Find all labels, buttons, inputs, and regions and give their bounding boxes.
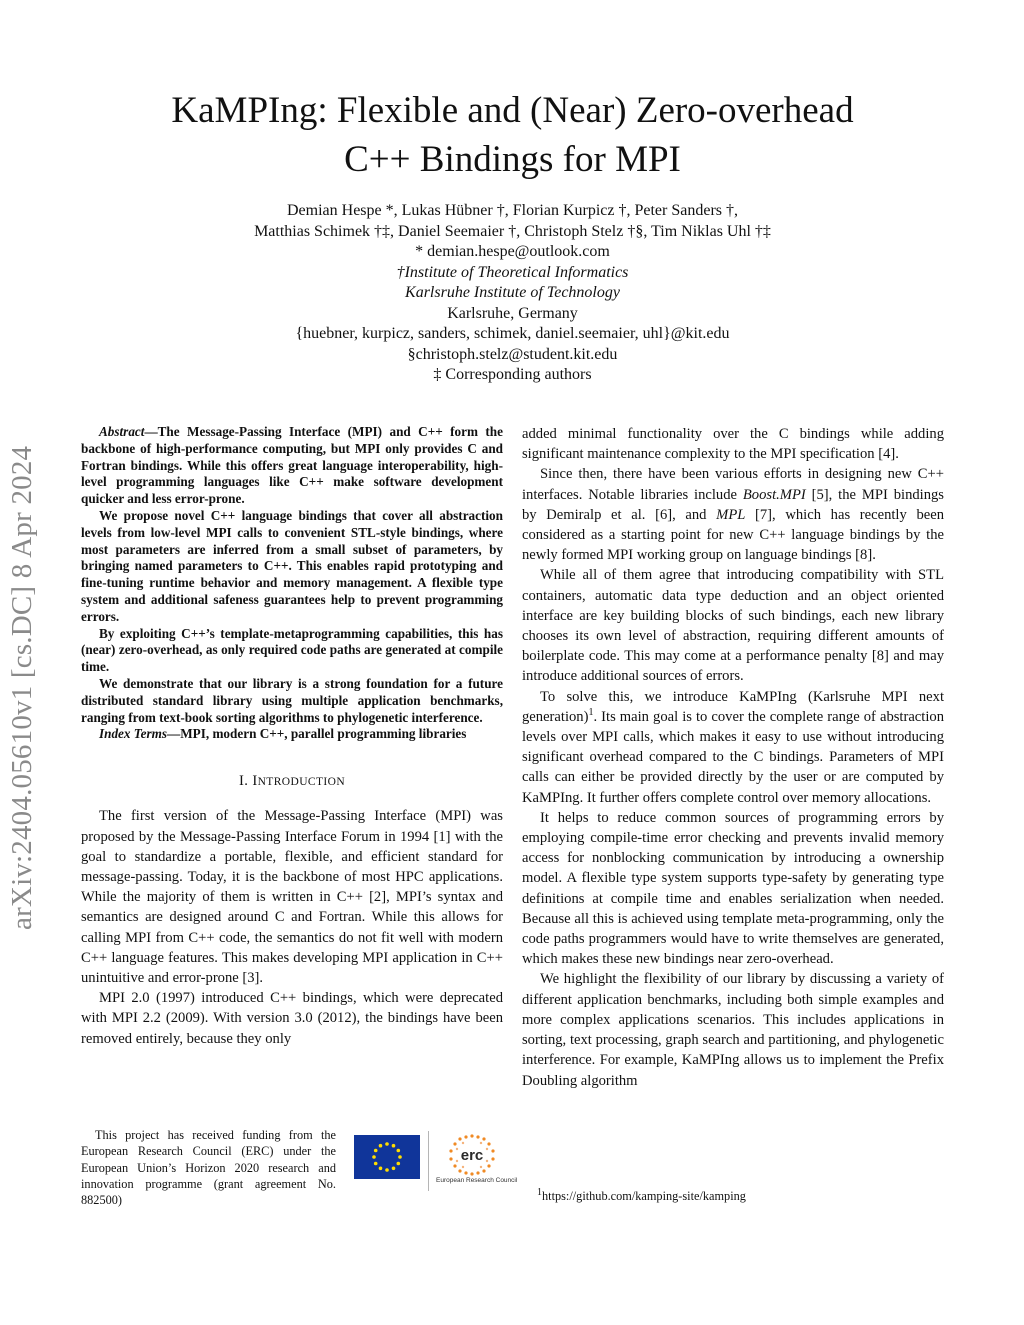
- funding-logos: [354, 1131, 518, 1193]
- logo-divider: [428, 1131, 429, 1191]
- index-terms-label: Index Terms: [99, 726, 168, 742]
- section-title-rest: NTRODUCTION: [257, 776, 346, 789]
- title-line-1: KaMPIng: Flexible and (Near) Zero-overhead: [171, 90, 854, 131]
- footnote-number: 1: [537, 1186, 542, 1198]
- authors-line-1: Demian Hespe *, Lukas Hübner †, Florian Kurpicz †, Peter Sanders †,: [287, 202, 738, 219]
- index-terms-text: —MPI, modern C++, parallel programming libraries: [167, 726, 467, 742]
- body-text: To solve this, we introduce KaMPIng (Karlsruhe MPI next generation): [522, 688, 944, 725]
- intro-paragraph: MPI 2.0 (1997) introduced C++ bindings, which were deprecated with MPI 2.2 (2009). With version 3.0 (2012), the bindings have been removed entirely, because they only: [81, 990, 503, 1047]
- footnote: [537, 1188, 746, 1204]
- funding-text: This project has received funding from the European Research Council (ERC) under the European Union’s Horizon 2020 research and innovation programme (grant agreement No. 882500): [81, 1128, 336, 1208]
- arxiv-identifier: arXiv:2404.05610v1 [cs.DC] 8 Apr 2024: [6, 445, 38, 930]
- body-paragraph: It helps to reduce common sources of programming errors by employing compile-time error checking and prevents invalid memory access for nonblocking communication by introducing a ownership model. A flexible type system supports type-safety by generating type definitions at compile time and enables serialization when needed. Because all this is achieved using template meta-programming, only the code paths programmers would have to write themselves are generated, which makes these new bindings near zero-overhead.: [522, 809, 944, 968]
- library-name-mpl: MPL: [716, 506, 746, 523]
- erc-logo: [434, 1131, 518, 1193]
- author-email: * demian.hespe@outlook.com: [415, 243, 610, 260]
- abstract-paragraph: We propose novel C++ language bindings that cover all abstraction levels from low-level MPI calls to convenient STL-style bindings, where most parameters are inferred from a small subset of parameters, by bringing named parameters to C++. This enables rapid prototyping and fine-tuning runtime behavior and memory management. A flexible type system and additional safeness guarantees help to prevent programming errors.: [81, 507, 503, 624]
- body-paragraph: [522, 687, 944, 808]
- stelz-email: §christoph.stelz@student.kit.edu: [407, 345, 618, 363]
- affiliation-institute: †Institute of Theoretical Informatics: [396, 263, 629, 281]
- abstract-paragraph: We demonstrate that our library is a strong foundation for a future distributed standard library using multiple application benchmarks, ranging from text-book sorting algorithms to phylogenetic interference.: [81, 675, 503, 725]
- kit-emails: {huebner, kurpicz, sanders, schimek, daniel.seemaier, uhl}@kit.edu: [295, 325, 730, 342]
- body-text: Since then, there have been various efforts in designing new C++ interfaces. Notable libraries include: [522, 466, 944, 503]
- right-column: [522, 424, 944, 1091]
- funding-note: [81, 1127, 336, 1208]
- title-line-2: C++ Bindings for MPI: [344, 139, 681, 180]
- body-text: . Its main goal is to cover the complete range of abstraction levels over MPI calls, which makes it easy to use without introducing significant overhead compared to the C bindings. Parameters of MPI calls can either be provided directly by the user or are computed by KaMPIng. It further offers complete control over memory allocations.: [522, 708, 944, 806]
- eu-flag-logo: [354, 1135, 420, 1179]
- intro-paragraph: The first version of the Message-Passing Interface (MPI) was proposed by the Message-Passing Interface Forum in 1994 [1] with the goal to standardize a portable, flexible, and efficient standard for message-passing. Today, it is the backbone of most HPC applications. While the majority of them is written in C++ [2], MPI’s syntax and semantics are designed around C and Fortran. While this allows for calling MPI from C++ code, the semantics do not fit well with modern C++ language features. This makes developing MPI application in C++ unintuitive and error-prone [3].: [81, 808, 503, 986]
- erc-caption: European Research Council: [436, 1177, 518, 1184]
- library-name-boost-mpi: Boost.MPI: [742, 486, 806, 503]
- section-title-initial: I: [252, 773, 258, 790]
- section-number: I.: [238, 773, 253, 790]
- affiliation-location: Karlsruhe, Germany: [447, 304, 578, 322]
- body-paragraph: [522, 464, 944, 565]
- left-column: [81, 424, 503, 1049]
- body-paragraph: added minimal functionality over the C bindings while adding significant maintenance complexity to the MPI specification [4].: [522, 426, 944, 463]
- paper-title: [60, 86, 965, 184]
- abstract: [81, 424, 503, 743]
- affiliation-university: Karlsruhe Institute of Technology: [405, 284, 620, 301]
- author-block: [60, 201, 965, 386]
- corresponding-authors-note: ‡ Corresponding authors: [433, 366, 592, 383]
- section-heading-introduction: [81, 771, 503, 792]
- body-paragraph: We highlight the flexibility of our library by discussing a variety of different application benchmarks, including both simple examples and more complex applications scenarios. This includes applications in sorting, text processing, graph search and partitioning, and phylogenetic interference. For example, KaMPIng allows us to implement the Prefix Doubling algorithm: [522, 971, 944, 1089]
- erc-emblem-icon: [434, 1131, 512, 1177]
- body-paragraph: While all of them agree that introducing compatibility with STL containers, automatic data type deduction and an object oriented interface are key building blocks of such bindings, each new library chooses its own level of abstraction, requiring different amounts of boilerplate code. This may come at a performance penalty [8] and may introduce additional sources of errors.: [522, 567, 944, 685]
- footnote-url[interactable]: https://github.com/kamping-site/kamping: [542, 1189, 746, 1203]
- body-text: [5], the MPI bindings by Demiralp et al. [6], and: [522, 486, 944, 523]
- abstract-paragraph: [81, 424, 503, 508]
- abstract-label: Abstract: [99, 424, 145, 439]
- footnote-marker[interactable]: 1: [588, 706, 594, 718]
- erc-wordmark: erc: [460, 1147, 484, 1164]
- index-terms: [81, 726, 503, 743]
- eu-stars-icon: [354, 1135, 420, 1179]
- authors-line-2: Matthias Schimek †‡, Daniel Seemaier †, Christoph Stelz †§, Tim Niklas Uhl †‡: [254, 222, 771, 240]
- body-text: [7], which has recently been considered as a starting point for new C++ language bindings by the newly formed MPI working group on language bindings [8].: [522, 506, 944, 564]
- abstract-paragraph: By exploiting C++’s template-metaprogramming capabilities, this has (near) zero-overhead, as only required code paths are generated at compile time.: [81, 625, 503, 675]
- abstract-text-1: —The Message-Passing Interface (MPI) and C++ form the backbone of high-performance computing, but MPI only provides C and Fortran bindings. While this offers great language interoperability, high-level programming languages like C++ make software development quicker and less error-prone.: [81, 424, 503, 507]
